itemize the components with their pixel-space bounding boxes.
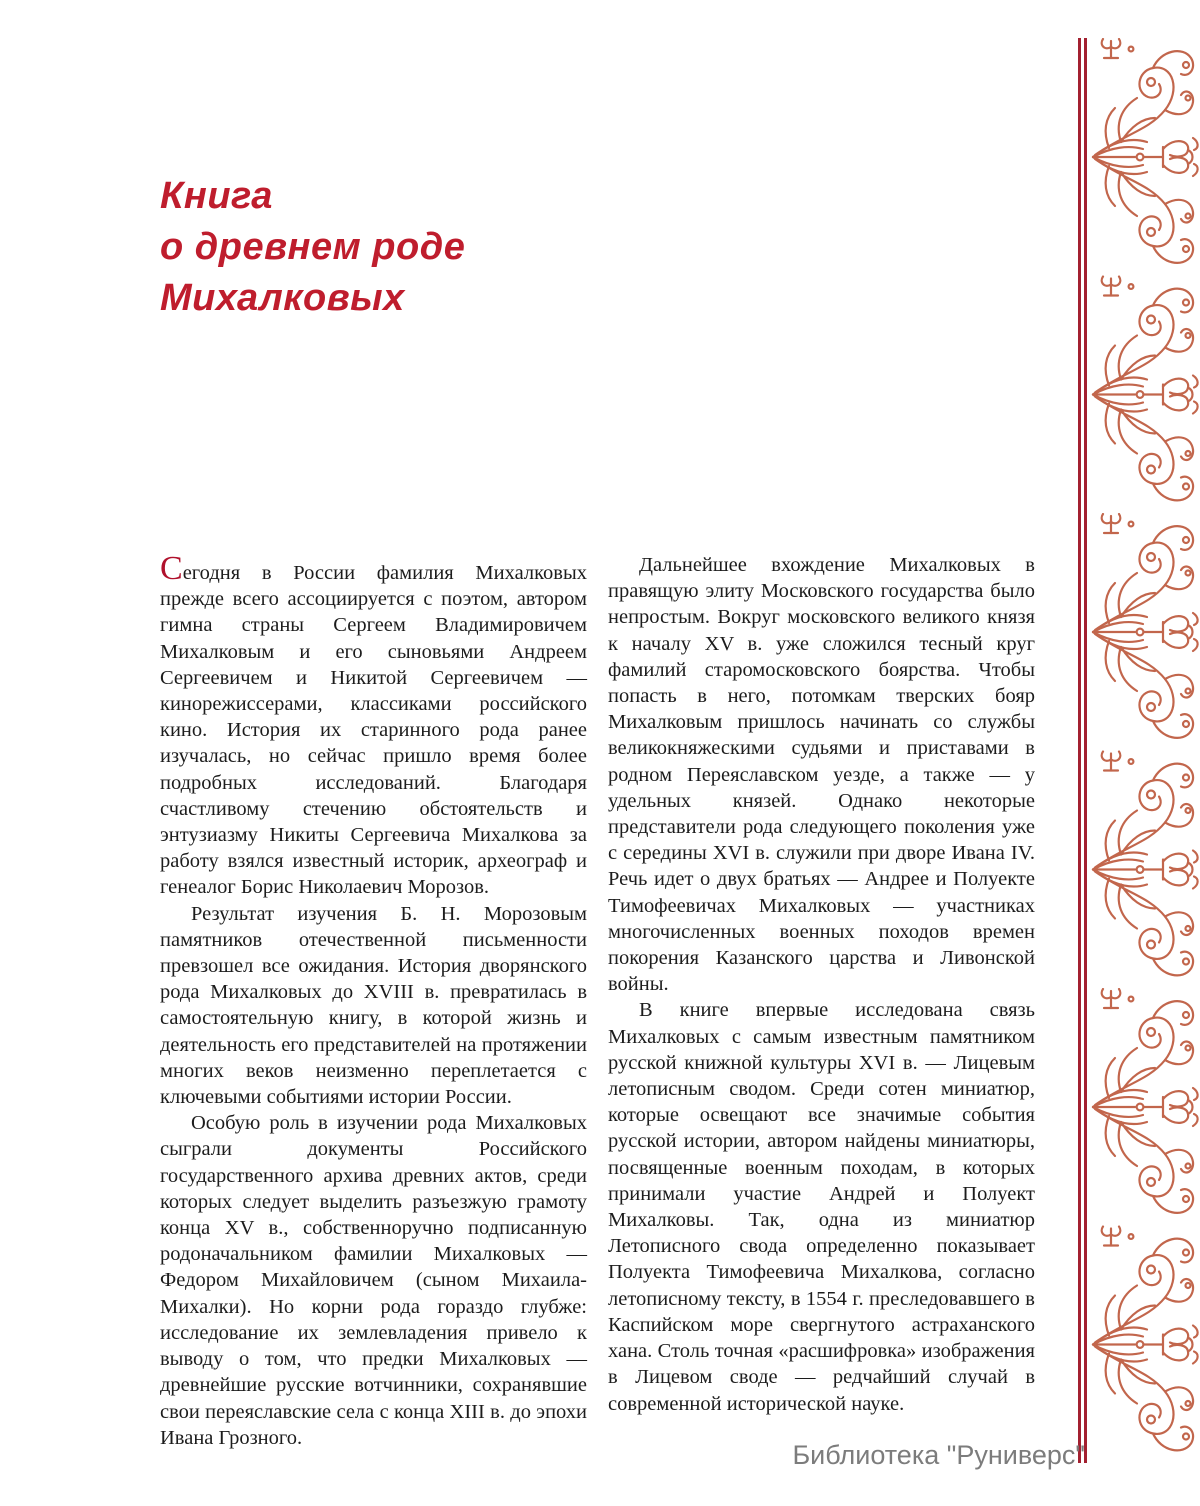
- drop-cap: С: [160, 550, 183, 587]
- paragraph: Особую роль в изучении рода Михалковых сыграли документы Российского государственного архива древних актов, среди которых следует выделить разъезжую грамоту конца XV в., собственноручно подписанную родоначальником фамилии Михалковых — Федором Михайловичем (сыном Михаила-Михалки). Но корни рода гораздо глубже: исследование их землевладения привело к выводу о том, что предки Михалковых — древнейшие русские вотчинники, сохранявшие свои переяславские села с конца XIII в. до эпохи Ивана Грозного.: [160, 1112, 587, 1449]
- page-title: [160, 171, 465, 324]
- paragraph: Результат изучения Б. Н. Морозовым памятников отечественной письменности превзошел все ожидания. История дворянского рода Михалковых до XVIII в. превратилась в самостоятельную книгу, в которой жизнь и деятельность его представителей на протяжении многих веков неизменно переплетается с ключевыми событиями истории России.: [160, 902, 587, 1109]
- article-body: [160, 552, 1036, 1451]
- paragraph: [160, 552, 587, 901]
- title-line-3: Михалковых: [160, 277, 405, 320]
- paragraph-text: егодня в России фамилия Михалковых прежде всего ассоциируется с поэтом, автором гимна страны Сергеем Владимировичем Михалковым и его сыновьями Андреем Сергеевичем и Никитой Сергеевичем — кинорежиссерами, классиками российского кино. История их старинного рода ранее изучалась, но сейчас пришло время более подробных исследований. Благодаря счастливому стечению обстоятельств и энтузиазму Никиты Сергеевича Михалкова за работу взялся известный историк, археограф и генеалог Борис Николаевич Морозов.: [160, 562, 587, 899]
- title-line-1: Книга: [160, 175, 273, 218]
- vertical-double-rule: [1078, 38, 1087, 1463]
- paragraph: Дальнейшее вхождение Михалковых в правящую элиту Московского государства было непростым. Вокруг московского великого князя к началу XV в. уже сложился тесный круг фамилий старомосковского боярства. Чтобы попасть в него, потомкам тверских бояр Михалковым пришлось начинать со службы великокняжескими судьями и приставами в родном Переяславском уезде, а также — у удельных князей. Однако некоторые представители рода следующего поколения уже с середины XVI в. служили при дворе Ивана IV. Речь идет о двух братьях — Андрее и Полуекте Тимофеевичах Михалковых — участниках многочисленных военных походов времен покорения Казанского царства и Ливонской войны.: [608, 554, 1035, 996]
- runivers-watermark: Библиотека "Руниверс": [792, 1440, 1085, 1470]
- text-column-right: [608, 552, 1035, 1451]
- floral-scroll-border-icon: [1091, 38, 1200, 1463]
- title-line-2: о древнем роде: [160, 226, 466, 269]
- text-column-left: [160, 552, 587, 1451]
- paragraph: В книге впервые исследована связь Михалковых с самым известным памятником русской книжной культуры XVI в. — Лицевым летописным сводом. Среди сотен миниатюр, которые освещают все значимые события русской истории, автором найдены миниатюры, посвященные военным походам, в которых принимали участие Андрей и Полуект Михалковы. Так, одна из миниатюр Летописного свода определенно показывает Полуекта Тимофеевича Михалкова, согласно летописному тексту, в 1554 г. преследовавшего в Каспийском море свергнутого астраханского хана. Столь точная «расшифровка» изображения в Лицевом своде — редчайший случай в современной исторической науке.: [608, 999, 1035, 1415]
